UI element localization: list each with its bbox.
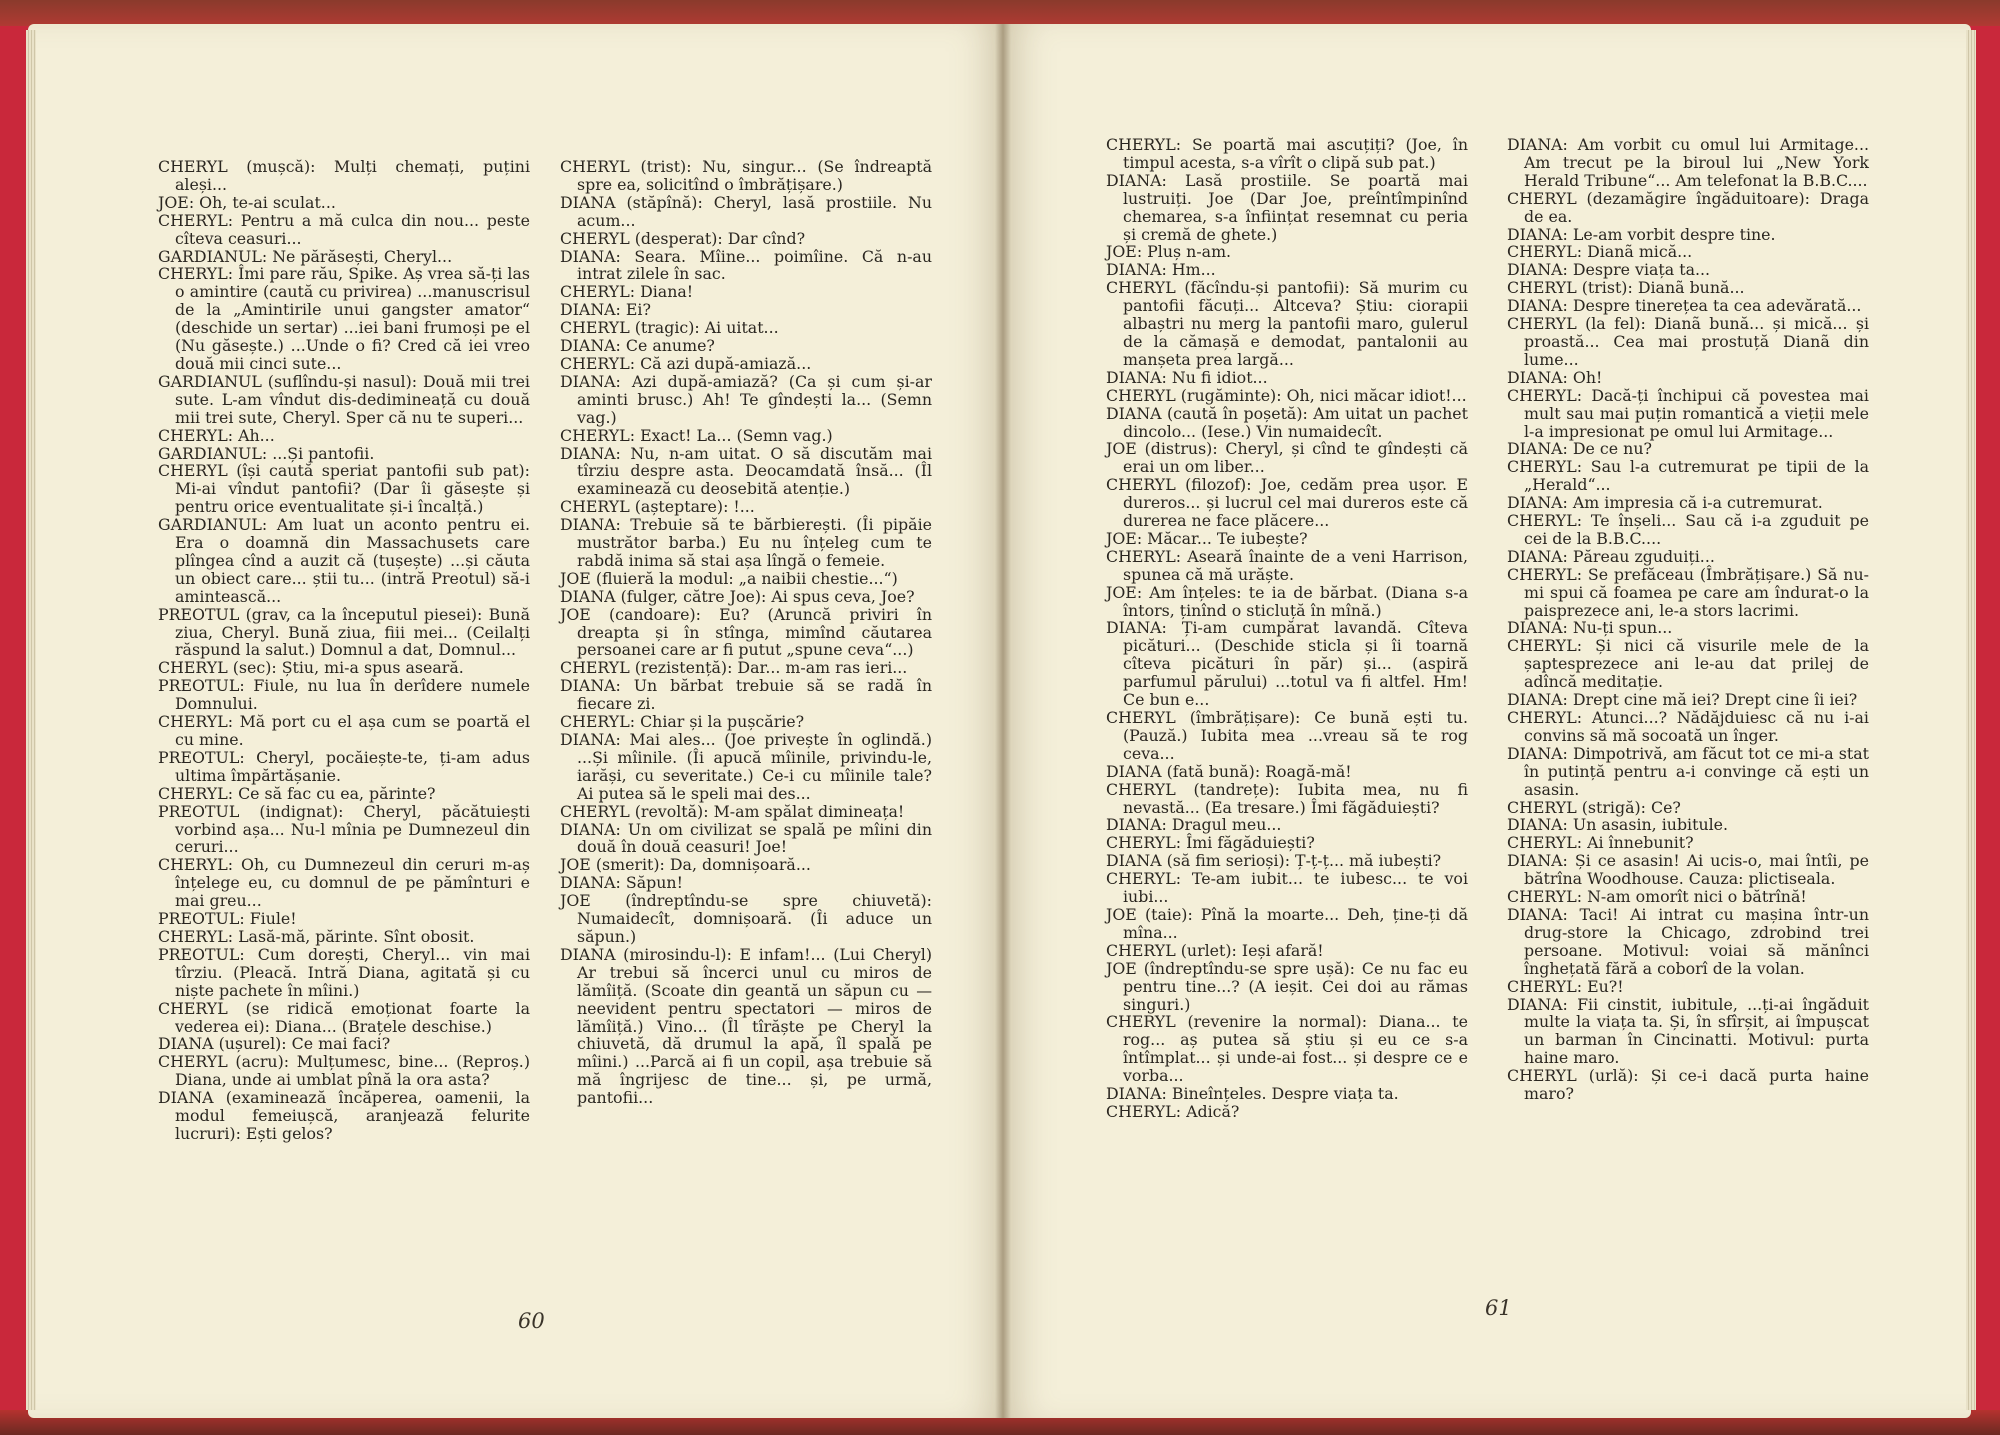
dialogue-line: CHERYL: Mă port cu el așa cum se poartă el cu mine. — [158, 712, 530, 749]
dialogue-line: PREOTUL: Fiule, nu lua în derîdere numele Domnului. — [158, 676, 530, 714]
left-page — [28, 24, 1003, 1418]
dialogue-line: PREOTUL (grav, ca la începutul piesei): Bună ziua, Cheryl. Bună ziua, fiii mei... (Ceilalți răspund la salut.) Domnul a dat, Domnul... — [158, 604, 530, 660]
dialogue-line: CHERYL (trist): Nu, singur... (Se îndreaptă spre ea, solicitînd o îmbrățișare.) — [560, 157, 932, 194]
dialogue-line: CHERYL (rezistență): Dar... m-am ras ieri... — [560, 658, 908, 678]
dialogue-line: DIANA: Dragul meu... — [1106, 815, 1282, 835]
dialogue-line: DIANA: Bineînțeles. Despre viața ta. — [1106, 1084, 1399, 1104]
dialogue-line: DIANA: Nu-ți spun... — [1507, 618, 1673, 638]
dialogue-line: CHERYL: Ai înnebunit? — [1507, 833, 1694, 853]
dialogue-line: CHERYL: Exact! La... (Semn vag.) — [560, 425, 833, 445]
dialogue-line: CHERYL: N-am omorît nici o bătrînă! — [1507, 887, 1807, 907]
dialogue-line: DIANA: Mai ales... (Joe privește în oglindă.) ...Și mîinile. (Îi apucă mîinile, privindu-le, iarăși, cu severitate.) Ce-i cu mîinile tale? Ai putea să le speli mai des... — [560, 730, 932, 803]
left-page-column-2 — [560, 158, 932, 1107]
dialogue-line: CHERYL (urlă): Și ce-i dacă purta haine maro? — [1507, 1066, 1869, 1104]
dialogue-line: JOE (îndreptîndu-se spre chiuvetă): Numaidecît, domnișoară. (Îi aduce un săpun.) — [560, 891, 932, 946]
right-page-edges — [1966, 30, 1976, 1410]
dialogue-line: CHERYL: Dacă-ți închipui că povestea mai mult sau mai puțin romantică a vieții mele l-a impresionat pe omul lui Armitage... — [1507, 385, 1869, 441]
dialogue-line: JOE: Pluș n-am. — [1106, 242, 1232, 262]
dialogue-line: CHERYL (își caută speriat pantofii sub pat): Mi-ai vîndut pantofii? (Dar îi găsește și pentru orice eventualitate și-i încalță.) — [158, 461, 530, 517]
dialogue-line: CHERYL: Se poartă mai ascuțiți? (Joe, în timpul acesta, s-a vîrît o clipă sub pat.) — [1106, 135, 1468, 172]
dialogue-line: JOE (îndreptîndu-se spre ușă): Ce nu fac eu pentru tine...? (A ieșit. Cei doi au rămas singuri.) — [1106, 958, 1468, 1014]
dialogue-line: DIANA: Păreau zguduiți... — [1507, 546, 1715, 566]
dialogue-line: CHERYL: Atunci...? Nădăjduiesc că nu i-ai convins să mă socoată un înger. — [1507, 708, 1869, 745]
dialogue-line: JOE (smerit): Da, domnișoară... — [560, 855, 811, 875]
dialogue-line: DIANA (caută în poșetă): Am uitat un pachet dincolo... (Iese.) Vin numaidecît. — [1106, 403, 1468, 441]
dialogue-line: CHERYL: Îmi făgăduiești? — [1106, 833, 1315, 853]
dialogue-line: DIANA: Lasă prostiile. Se poartă mai lustruiți. Joe (Dar Joe, preîntîmpinînd chemarea, s-a înființat resemnat cu peria și cremă de ghete.) — [1106, 170, 1468, 244]
dialogue-line: DIANA: Un om civilizat se spală pe mîini din două în două ceasuri! Joe! — [560, 819, 932, 857]
dialogue-line: DIANA (ușurel): Ce mai faci? — [158, 1034, 391, 1054]
dialogue-line: CHERYL (la fel): Dianã bună... și mică... și proastă... Cea mai prostuță Dianã din lume... — [1507, 314, 1869, 369]
right-page — [1003, 24, 1971, 1418]
dialogue-line: JOE (candoare): Eu? (Aruncă priviri în dreapta și în stînga, mimînd căutarea persoanei care ar fi putut „spune ceva“...) — [560, 604, 932, 660]
dialogue-line: CHERYL (îmbrățișare): Ce bună ești tu. (Pauză.) Iubita mea ...vreau să te rog ceva... — [1106, 708, 1468, 763]
dialogue-line: DIANA: Dimpotrivă, am făcut tot ce mi-a stat în putință pentru a-i convinge că ești un asasin. — [1507, 743, 1869, 799]
dialogue-line: CHERYL: Ah... — [158, 425, 275, 445]
dialogue-line: DIANA: Le-am vorbit despre tine. — [1507, 224, 1776, 244]
dialogue-line: CHERYL: Ce să fac cu ea, părinte? — [158, 783, 436, 803]
dialogue-line: JOE (distrus): Cheryl, și cînd te gîndești că erai un om liber... — [1106, 439, 1468, 477]
dialogue-line: DIANA: Drept cine mă iei? Drept cine îi iei? — [1507, 690, 1858, 710]
dialogue-line: DIANA: Despre viața ta... — [1507, 260, 1711, 280]
dialogue-line: DIANA: De ce nu? — [1507, 439, 1652, 459]
dialogue-line: PREOTUL: Fiule! — [158, 909, 297, 929]
right-page-column-1 — [1106, 136, 1468, 1121]
dialogue-line: JOE (fluieră la modul: „a naibii chestie...“) — [560, 568, 898, 588]
dialogue-line: CHERYL (tragic): Ai uitat... — [560, 318, 779, 338]
dialogue-line: DIANA: Nu, n-am uitat. O să discutăm mai tîrziu despre asta. Deocamdată însă... (Îl examinează cu deosebită atenție.) — [560, 443, 932, 499]
dialogue-line: CHERYL: Te înșeli... Sau că i-a zguduit pe cei de la B.B.C.... — [1507, 511, 1869, 548]
dialogue-line: CHERYL: Oh, cu Dumnezeul din ceruri m-aș înțelege eu, cu domnul de pe pămînturi e mai greu... — [158, 855, 530, 911]
dialogue-line: JOE: Am înțeles: te ia de bărbat. (Diana s-a întors, ținînd o sticluță în mînă.) — [1106, 582, 1468, 620]
dialogue-line: CHERYL: Diana! — [560, 282, 694, 302]
dialogue-line: DIANA (stăpînă): Cheryl, lasă prostiile. Nu acum... — [560, 192, 932, 230]
book-gutter — [995, 24, 1011, 1418]
dialogue-line: GARDIANUL: Am luat un aconto pentru ei. Era o doamnă din Massachusets care plîngea cînd a auzit că (tușește) ...și căuta un obiect care... știi tu... (intră Preotul) să-i amintească... — [158, 515, 530, 606]
dialogue-line: DIANA: Nu fi idiot... — [1106, 367, 1268, 387]
dialogue-line: DIANA: Hm... — [1106, 260, 1216, 280]
dialogue-line: GARDIANUL (suflîndu-și nasul): Două mii trei sute. L-am vîndut dis-dedimineață cu două mii trei sute, Cheryl. Sper că nu te superi... — [158, 371, 530, 427]
dialogue-line: DIANA: Oh! — [1507, 367, 1603, 387]
dialogue-line: DIANA: Azi după-amiază? (Ca și cum și-ar aminti brusc.) Ah! Te gîndești la... (Semn vag.) — [560, 371, 932, 427]
dialogue-line: CHERYL: Lasă-mă, părinte. Sînt obosit. — [158, 926, 475, 946]
dialogue-line: DIANA: Ce anume? — [560, 336, 715, 356]
dialogue-line: CHERYL (revenire la normal): Diana... te rog... aș putea să știu și eu ce s-a întîmplat... și unde-ai fost... și despre ce e vorba... — [1106, 1012, 1468, 1086]
dialogue-line: CHERYL: Sau l-a cutremurat pe tipii de la „Herald“... — [1507, 457, 1869, 495]
dialogue-line: CHERYL (rugăminte): Oh, nici măcar idiot!... — [1106, 385, 1467, 405]
dialogue-line: DIANA (fată bună): Roagă-mă! — [1106, 761, 1352, 781]
cover-top-edge — [0, 0, 2000, 26]
dialogue-line: DIANA (mirosindu-l): E infam!... (Lui Cheryl) Ar trebui să încerci unul cu miros de lămîiță. (Scoate din geantă un săpun cu — neevident pentru spectatori — miros de lămîiță.) Vino... (Îl tîrăște pe Cheryl la chiuvetă, dă drumul la apă, îl spală pe mîini.) ...Parcă ai fi un copil, așa trebuie să mă îngrijesc de tine... și, pe urmă, pantofii... — [560, 944, 932, 1108]
dialogue-line: JOE: Măcar... Te iubește? — [1106, 528, 1308, 548]
dialogue-line: CHERYL (filozof): Joe, cedăm prea ușor. E dureros... și lucrul cel mai dureros este că durerea ne face plăcere... — [1106, 475, 1468, 531]
dialogue-line: GARDIANUL: ...Și pantofii. — [158, 443, 375, 463]
dialogue-line: CHERYL: Că azi după-amiază... — [560, 353, 812, 373]
dialogue-line: DIANA (examinează încăperea, oamenii, la modul femeiușcă, aranjează felurite lucruri): Ești gelos? — [158, 1088, 530, 1143]
dialogue-line: DIANA: Ți-am cumpărat lavandă. Cîteva picături... (Deschide sticla și îi toarnă cîteva picături în păr) și... (aspiră parfumul părului) ...totul va fi altfel. Hm! Ce bun e... — [1106, 618, 1468, 710]
right-page-column-2 — [1507, 136, 1869, 1103]
dialogue-line: CHERYL: Dianã mică... — [1507, 242, 1693, 262]
dialogue-line: CHERYL: Aseară înainte de a veni Harrison, spunea că mă urăște. — [1106, 546, 1468, 584]
dialogue-line: DIANA: Ei? — [560, 300, 651, 320]
dialogue-line: DIANA (să fim serioși): Ț-ț-ț... mă iubești? — [1106, 851, 1442, 871]
dialogue-line: CHERYL (se ridică emoționat foarte la vederea ei): Diana... (Brațele deschise.) — [158, 998, 530, 1036]
dialogue-line: JOE: Oh, te-ai sculat... — [158, 192, 336, 212]
dialogue-line: DIANA: Despre tinerețea ta cea adevărată... — [1507, 296, 1862, 316]
dialogue-line: CHERYL: Pentru a mă culca din nou... peste cîteva ceasuri... — [158, 210, 530, 248]
dialogue-line: DIANA: Am impresia că i-a cutremurat. — [1507, 493, 1823, 513]
dialogue-line: JOE (taie): Pînă la moarte... Deh, ține-ți dă mîna... — [1106, 904, 1468, 942]
dialogue-line: CHERYL (sec): Știu, mi-a spus aseară. — [158, 658, 464, 678]
dialogue-line: DIANA (fulger, către Joe): Ai spus ceva, Joe? — [560, 586, 915, 606]
dialogue-line: CHERYL (mușcă): Mulți chemați, puțini aleși... — [158, 157, 530, 194]
dialogue-line: CHERYL: Adică? — [1106, 1101, 1240, 1121]
dialogue-line: DIANA: Am vorbit cu omul lui Armitage... Am trecut pe la biroul lui „New York Herald Tribune“... Am telefonat la B.B.C.... — [1507, 135, 1869, 190]
dialogue-line: PREOTUL (indignat): Cheryl, păcătuiești vorbind așa... Nu-l mînia pe Dumnezeul din ceruri... — [158, 801, 530, 857]
dialogue-line: DIANA: Seara. Mîine... poimîine. Că n-au intrat zilele în sac. — [560, 246, 932, 284]
dialogue-line: CHERYL (revoltă): M-am spălat dimineața! — [560, 801, 905, 821]
dialogue-line: DIANA: Un bărbat trebuie să se radă în fiecare zi. — [560, 676, 932, 714]
dialogue-line: CHERYL (dezamăgire îngăduitoare): Draga de ea. — [1507, 188, 1869, 226]
dialogue-line: PREOTUL: Cheryl, pocăiește-te, ți-am adus ultima împărtășanie. — [158, 747, 530, 785]
dialogue-line: CHERYL (trist): Dianã bună... — [1507, 278, 1745, 298]
dialogue-line: CHERYL: Se prefăceau (Îmbrățișare.) Să nu-mi spui că foamea pe care am îndurat-o la paisprezece ani, le-a stors lacrimi. — [1507, 564, 1869, 620]
dialogue-line: CHERYL: Te-am iubit... te iubesc... te voi iubi... — [1106, 869, 1468, 907]
dialogue-line: DIANA: Săpun! — [560, 873, 683, 893]
dialogue-line: CHERYL (făcîndu-și pantofii): Să murim cu pantofii făcuți... Altceva? Știu: ciorapii albaștri nu merg la pantofii maro, gulerul de la cămașă e demodat, pantalonii au manșeta prea largă... — [1106, 278, 1468, 369]
dialogue-line: DIANA: Fii cinstit, iubitule, ...ți-ai îngăduit multe la viața ta. Și, în sfîrșit, ai împușcat un barman în Cincinatti. Motivul: purta haine maro. — [1507, 994, 1869, 1068]
dialogue-line: CHERYL (urlet): Ieși afară! — [1106, 940, 1324, 960]
dialogue-line: GARDIANUL: Ne părăsești, Cheryl... — [158, 246, 453, 266]
dialogue-line: PREOTUL: Cum dorești, Cheryl... vin mai tîrziu. (Pleacă. Intră Diana, agitată și cu niște pachete în mîini.) — [158, 944, 530, 1000]
left-page-edges — [26, 30, 36, 1410]
left-page-column-1 — [158, 158, 530, 1143]
dialogue-line: CHERYL (desperat): Dar cînd? — [560, 228, 806, 248]
dialogue-line: CHERYL: Și nici că visurile mele de la șaptesprezece ani le-au dat prilej de adîncă meditație. — [1507, 636, 1869, 692]
dialogue-line: CHERYL: Eu?! — [1507, 976, 1624, 996]
dialogue-line: DIANA: Taci! Ai intrat cu mașina într-un drug-store la Chicago, zdrobind trei persoane. Motivul: voiai să mănînci înghețată fără a coborî de la volan. — [1507, 904, 1869, 978]
dialogue-line: DIANA: Și ce asasin! Ai ucis-o, mai întîi, pe bătrîna Woodhouse. Cauza: plictiseala. — [1507, 851, 1869, 889]
dialogue-line: CHERYL (așteptare): !... — [560, 497, 755, 517]
dialogue-line: CHERYL (strigă): Ce? — [1507, 797, 1681, 817]
dialogue-line: CHERYL: Îmi pare rău, Spike. Aș vrea să-ți las o amintire (caută cu privirea) ...manuscrisul de la „Amintirile unui gangster amator“ (deschide un sertar) ...iei bani frumoși pe el (Nu găsește.) ...Unde o fi? Cred că iei vreo două mii cinci sute... — [158, 264, 530, 373]
dialogue-line: CHERYL: Chiar și la pușcărie? — [560, 712, 805, 732]
left-page-number: 60 — [518, 1309, 545, 1333]
dialogue-line: CHERYL (acru): Mulțumesc, bine... (Reproș.) Diana, unde ai umblat pînă la ora asta? — [158, 1052, 530, 1090]
dialogue-line: CHERYL (tandrețe): Iubita mea, nu fi nevastă... (Ea tresare.) Îmi făgăduiești? — [1106, 779, 1468, 817]
right-page-number: 61 — [1485, 1296, 1512, 1320]
dialogue-line: DIANA: Trebuie să te bărbierești. (Îi pipăie mustrător barba.) Eu nu înțeleg cum te rabdă inima să stai așa lîngă o femeie. — [560, 515, 932, 570]
dialogue-line: DIANA: Un asasin, iubitule. — [1507, 815, 1729, 835]
